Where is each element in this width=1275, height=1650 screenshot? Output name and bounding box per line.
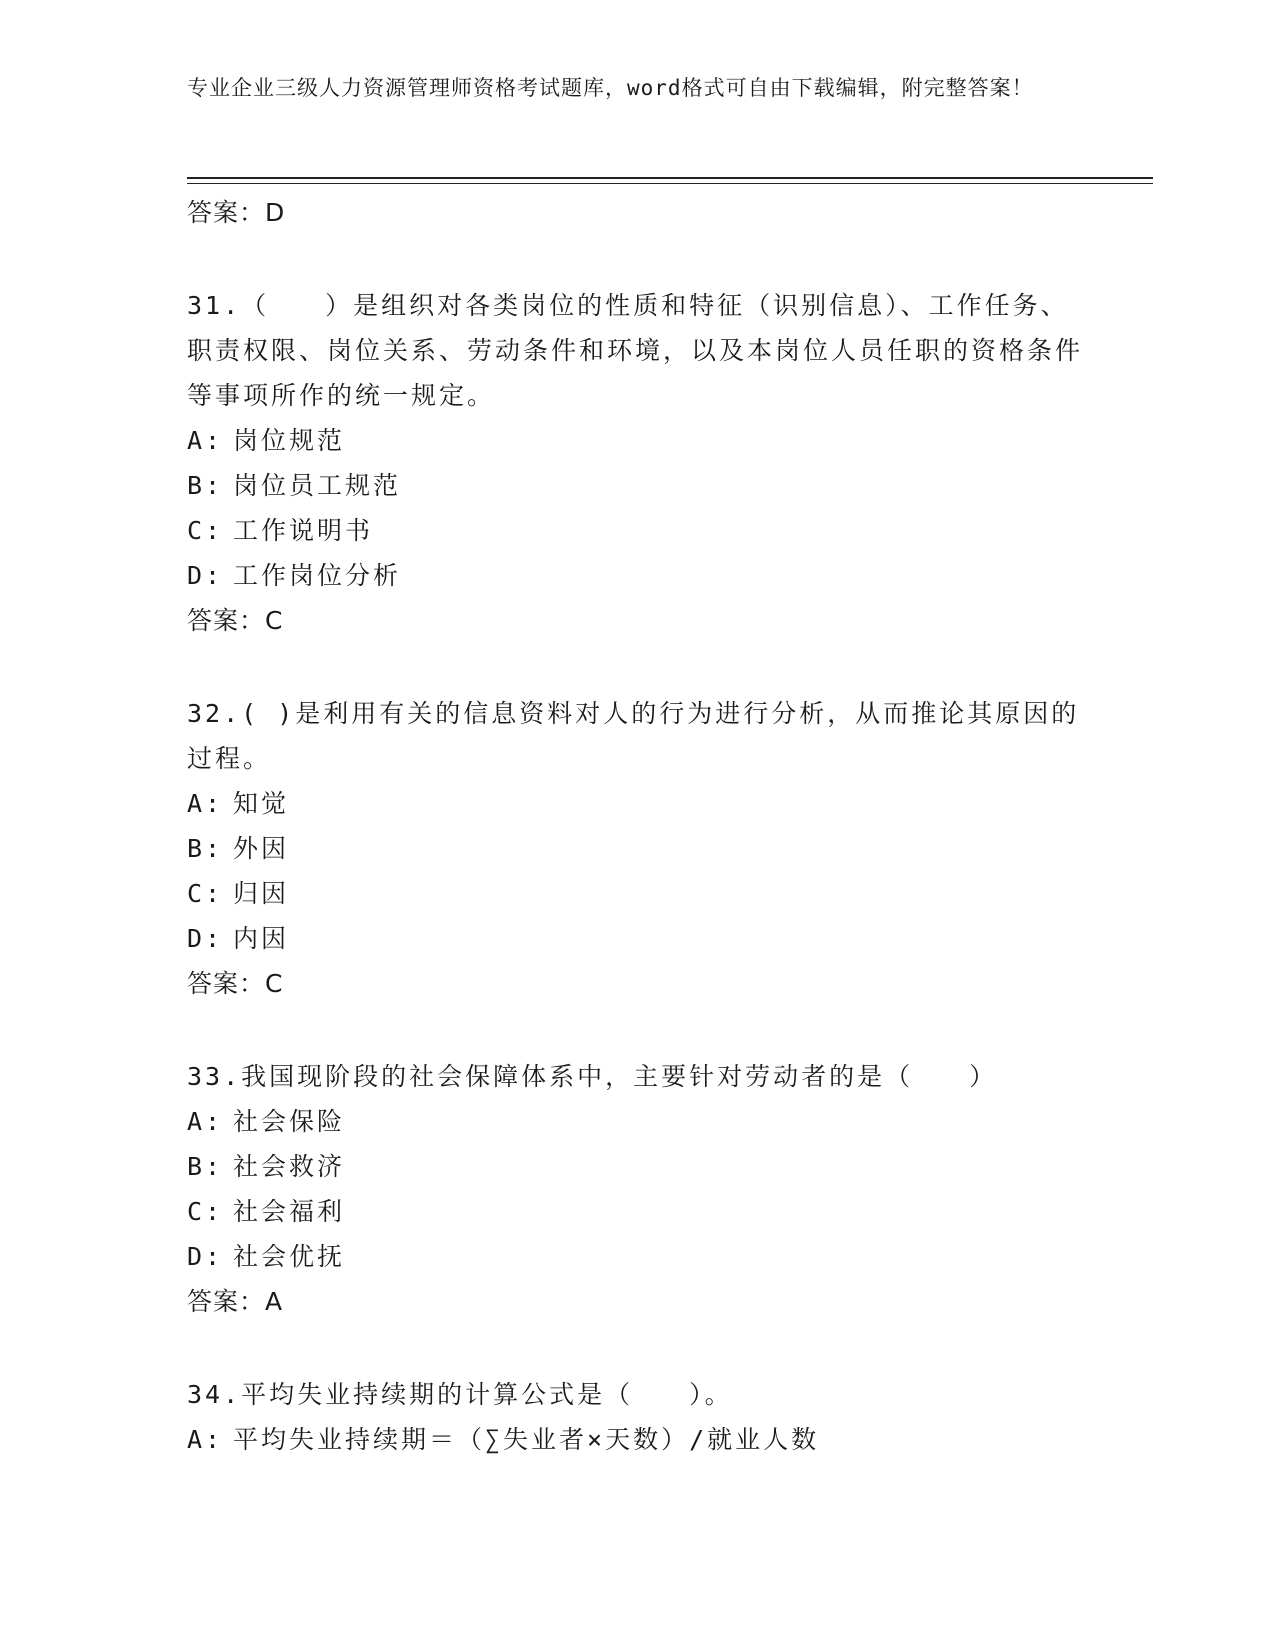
option-b [187,826,1087,871]
option-key: B: [187,471,224,500]
option-d [187,916,1087,961]
option-key: C: [187,516,224,545]
option-a [187,418,1087,463]
question-32 [187,691,1087,1007]
question-31 [187,283,1087,644]
option-key: C: [187,1197,224,1226]
option-text: 岗位规范 [233,426,346,455]
question-stem: 33.我国现阶段的社会保障体系中，主要针对劳动者的是（ ） [187,1062,998,1091]
option-d [187,553,1087,598]
option-key: A: [187,1425,224,1454]
question-stem: 31.（ ）是组织对各类岗位的性质和特征（识别信息）、工作任务、职责权限、岗位关系、劳动条件和环境，以及本岗位人员任职的资格条件等事项所作的统一规定。 [187,291,1084,410]
option-text: 归因 [233,879,290,908]
option-c [187,1189,1087,1234]
option-text: 内因 [233,924,290,953]
option-text: 社会福利 [233,1197,346,1226]
option-a [187,1099,1087,1144]
option-text: 社会优抚 [233,1242,346,1271]
option-text: 工作岗位分析 [233,561,402,590]
option-a [187,1417,1087,1462]
option-text: 知觉 [233,789,290,818]
question-stem: 34.平均失业持续期的计算公式是（ ）。 [187,1380,733,1409]
option-b [187,463,1087,508]
option-key: A: [187,1107,224,1136]
option-key: D: [187,1242,224,1271]
answer-line: 答案：C [187,606,284,635]
option-key: B: [187,834,224,863]
option-c [187,508,1087,553]
header-divider-thin [187,183,1153,184]
option-key: A: [187,789,224,818]
option-d [187,1234,1087,1279]
option-text: 外因 [233,834,290,863]
answer-line: 答案：C [187,969,284,998]
question-stem: 32.( )是利用有关的信息资料对人的行为进行分析，从而推论其原因的过程。 [187,699,1080,773]
question-33 [187,1054,1087,1325]
option-text: 平均失业持续期＝（∑失业者×天数）/就业人数 [233,1425,820,1454]
answer-line: 答案：A [187,1287,284,1316]
option-key: C: [187,879,224,908]
option-key: B: [187,1152,224,1181]
option-c [187,871,1087,916]
option-text: 岗位员工规范 [233,471,402,500]
option-key: D: [187,924,224,953]
option-key: A: [187,426,224,455]
option-b [187,1144,1087,1189]
option-key: D: [187,561,224,590]
option-text: 工作说明书 [233,516,374,545]
option-text: 社会保险 [233,1107,346,1136]
answer-line: 答案：D [187,198,286,227]
question-34 [187,1372,1087,1462]
question-list [187,190,1087,1462]
header-divider-thick [187,177,1153,179]
option-a [187,781,1087,826]
header-note: 专业企业三级人力资源管理师资格考试题库，word格式可自由下载编辑，附完整答案！ [187,76,1034,100]
option-text: 社会救济 [233,1152,346,1181]
